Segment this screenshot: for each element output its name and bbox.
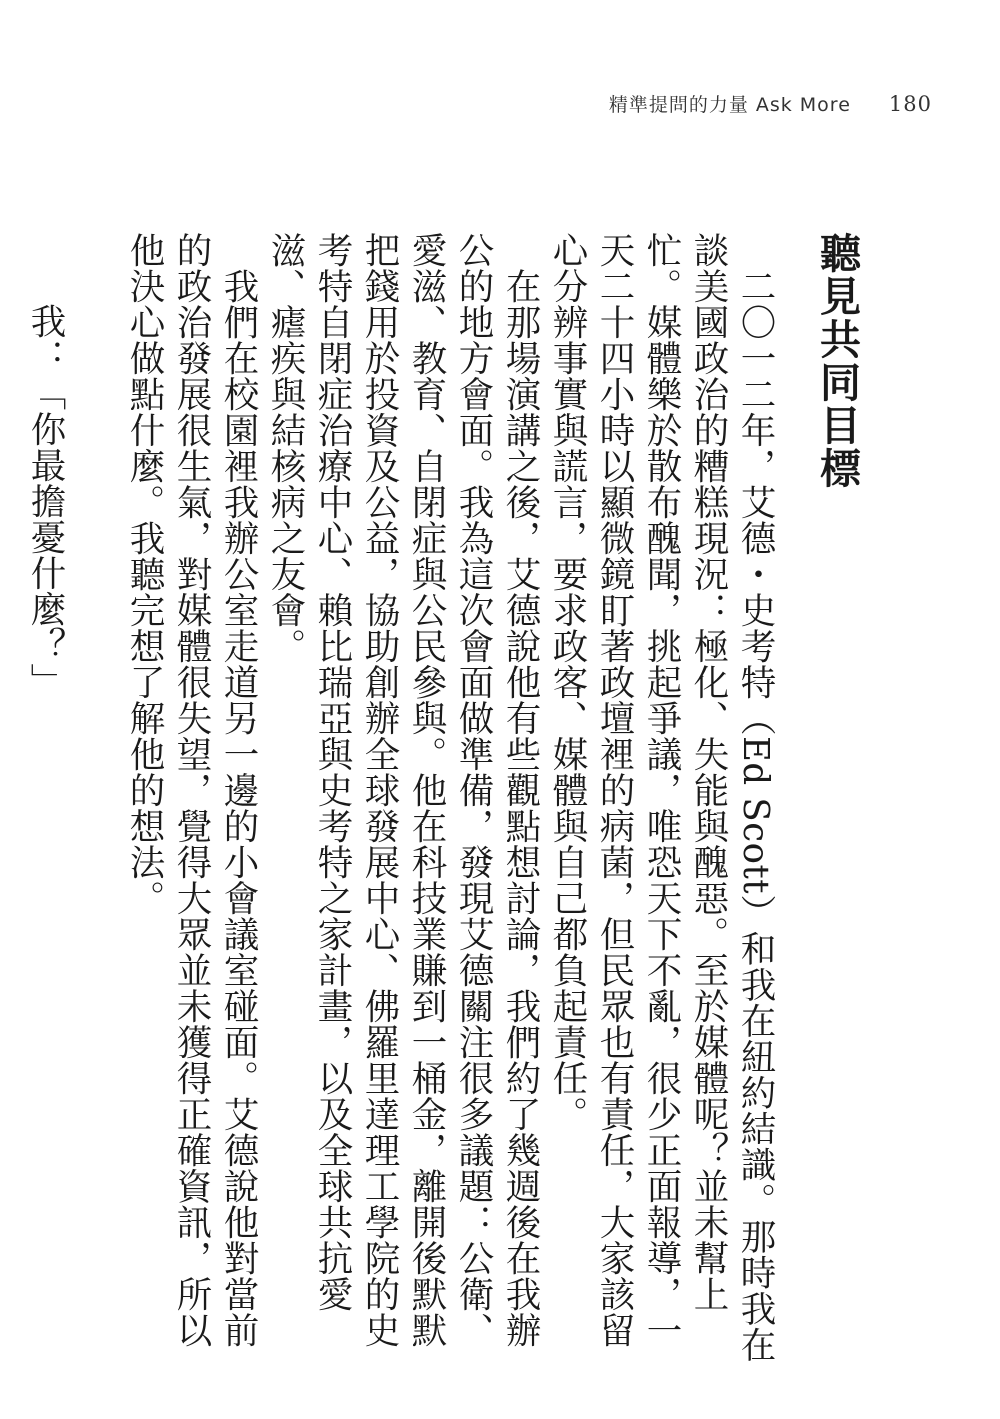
- dialogue-line: 我：「你最擔憂什麼？」: [25, 303, 66, 699]
- section-heading: 聽見共同目標: [813, 232, 861, 490]
- page-body: [22, 232, 860, 1362]
- paragraph: 在那場演講之後，艾德說他有些觀點想討論，我們約了幾週後在我辦公的地方會面。我為這次會面做準備，發現艾德關注很多議題：公衛、愛滋、教育、自閉症與公民參與。他在科技業賺到一桶金，離開後默默把錢用於投資及公益，協助創辦全球發展中心、佛羅里達理工學院的史考特自閉症治療中心、賴比瑞亞與史考特之家計畫，以及全球共抗愛滋、瘧疾與結核病之友會。: [265, 232, 541, 1348]
- page-number: 180: [888, 92, 932, 116]
- book-title: 精準提問的力量 Ask More: [608, 94, 851, 116]
- paragraph: 二〇一二年，艾德・史考特（Ed Scott）和我在紐約結識。那時我在談美國政治的糟糕現況：極化、失能與醜惡。至於媒體呢？並未幫上忙。媒體樂於散布醜聞，挑起爭議，唯恐天下不亂，很少正面報導，一天二十四小時以顯微鏡盯著政壇裡的病菌，但民眾也有責任，大家該留心分辨事實與謊言，要求政客、媒體與自己都負起責任。: [547, 232, 776, 1362]
- running-header: [609, 90, 932, 117]
- paragraph: 我們在校園裡我辦公室走道另一邊的小會議室碰面。艾德說他對當前的政治發展很生氣，對媒體很失望，覺得大眾並未獲得正確資訊，所以他決心做點什麼。我聽完想了解他的想法。: [124, 232, 259, 1348]
